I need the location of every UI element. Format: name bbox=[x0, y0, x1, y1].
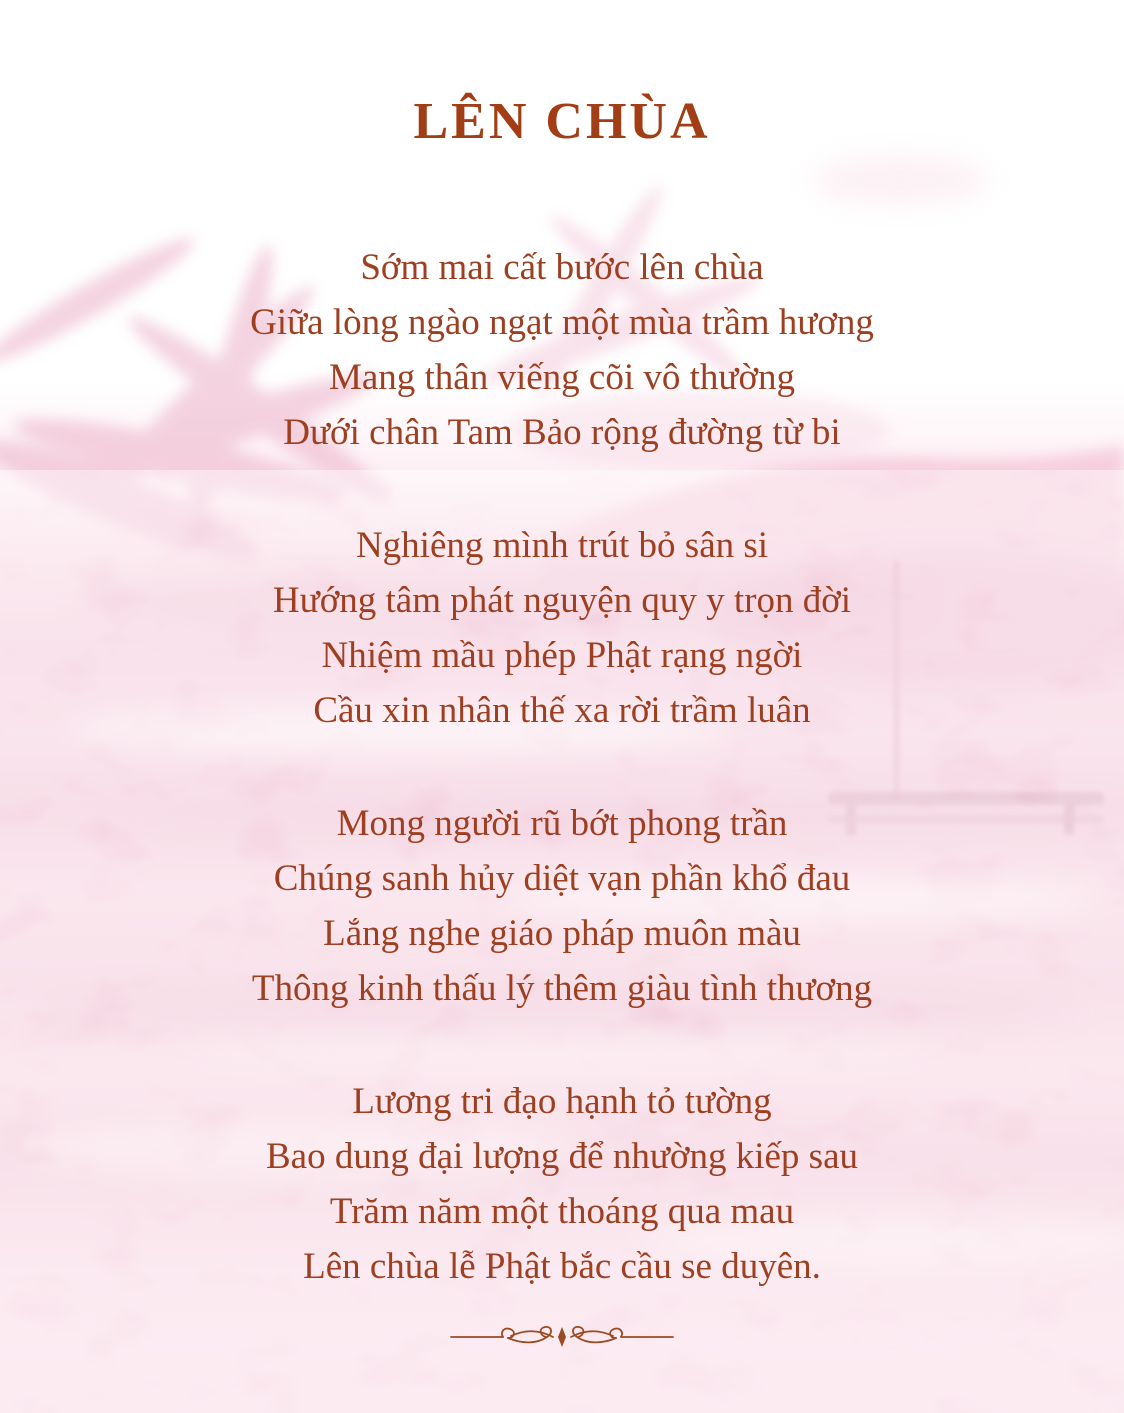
poem-line: Hướng tâm phát nguyện quy y trọn đời bbox=[272, 580, 852, 621]
poem-title: LÊN CHÙA bbox=[413, 93, 711, 150]
flourish-divider-icon bbox=[0, 1322, 1124, 1352]
stanza bbox=[0, 518, 1124, 738]
poem-line: Giữa lòng ngào ngạt một mùa trầm hương bbox=[250, 302, 874, 343]
stanza bbox=[0, 796, 1124, 1016]
poem-line: Bao dung đại lượng để nhường kiếp sau bbox=[265, 1136, 859, 1177]
poem-line: Mong người rũ bớt phong trần bbox=[336, 803, 788, 844]
poem-line: Nghiêng mình trút bỏ sân si bbox=[355, 525, 769, 566]
poem-line: Dưới chân Tam Bảo rộng đường từ bi bbox=[283, 412, 841, 453]
poem-line: Mang thân viếng cõi vô thường bbox=[328, 357, 796, 398]
poem-line: Chúng sanh hủy diệt vạn phần khổ đau bbox=[273, 858, 851, 899]
poem-line: Cầu xin nhân thế xa rời trầm luân bbox=[313, 690, 811, 731]
poem-line: Thông kinh thấu lý thêm giàu tình thương bbox=[251, 968, 873, 1009]
poem-body bbox=[0, 240, 1124, 1294]
stanza bbox=[0, 1074, 1124, 1294]
poem-line: Nhiệm mầu phép Phật rạng ngời bbox=[321, 635, 803, 676]
stanza bbox=[0, 240, 1124, 460]
poem-line: Trăm năm một thoáng qua mau bbox=[329, 1191, 795, 1232]
poem-line: Lương tri đạo hạnh tỏ tường bbox=[352, 1081, 772, 1122]
poem-line: Lắng nghe giáo pháp muôn màu bbox=[323, 913, 801, 954]
poem-line: Lên chùa lễ Phật bắc cầu se duyên. bbox=[303, 1246, 821, 1287]
poem-line: Sớm mai cất bước lên chùa bbox=[360, 247, 764, 288]
